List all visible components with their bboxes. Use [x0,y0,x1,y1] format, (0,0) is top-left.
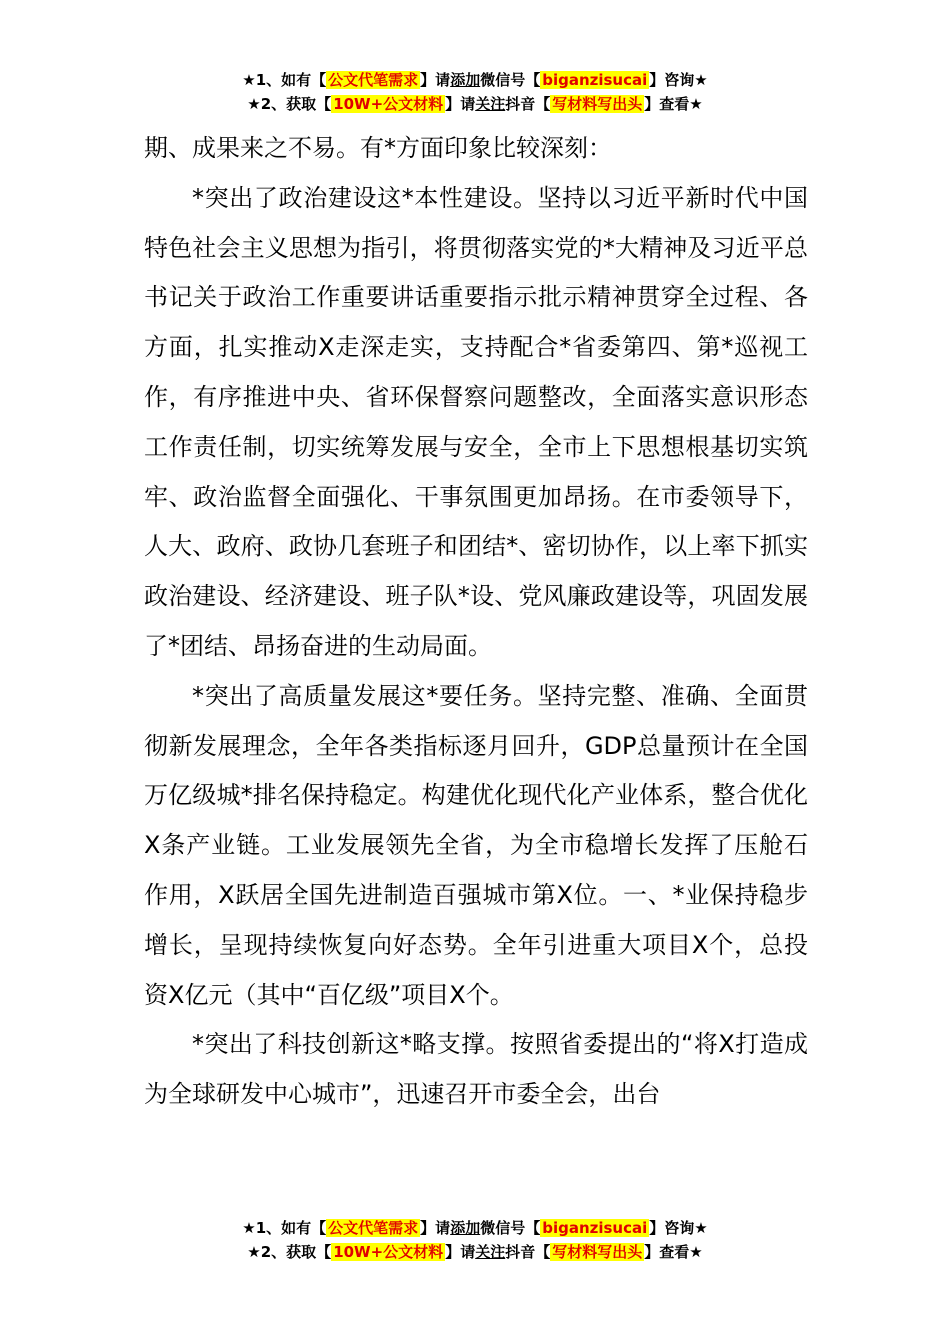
banner-text: 】咨询★ [649,71,708,89]
banner-text: 抖音【 [505,95,551,113]
banner-text: ★2、获取【 [247,95,332,113]
banner-underlined-text: 关注 [475,1243,506,1261]
banner-text: 】查看★ [644,1243,703,1261]
document-body [144,124,808,1120]
footer-banner [0,1216,950,1264]
banner-text: 】请 [420,71,451,89]
paragraph-tech-innovation: *突出了科技创新这*略支撑。按照省委提出的“将X打造成为全球研发中心城市”，迅速召开市委全会，出台 [144,1030,808,1109]
highlight-douyin-account: 写材料写出头 [552,95,643,113]
header-line-1 [0,68,950,92]
highlight-writing-service: 公文代笔需求 [328,1219,419,1237]
banner-text: ★2、获取【 [247,1243,332,1261]
highlight-douyin-account: 写材料写出头 [552,1243,643,1261]
highlight-materials: 10W+公文材料 [333,1243,444,1261]
banner-underlined-text: 关注 [475,95,506,113]
header-line-2 [0,92,950,116]
footer-line-1 [0,1216,950,1240]
banner-text: 抖音【 [505,1243,551,1261]
highlight-wechat-id: biganzisucai [542,71,648,89]
highlight-wechat-id: biganzisucai [542,1219,648,1237]
banner-text: 微信号【 [480,71,541,89]
banner-text: 】请 [445,1243,476,1261]
paragraph-high-quality-development: *突出了高质量发展这*要任务。坚持完整、准确、全面贯彻新发展理念，全年各类指标逐月回升，GDP总量预计在全国万亿级城*排名保持稳定。构建优化现代化产业体系，整合优化X条产业链。工业发展领先全省，为全市稳增长发挥了压舱石作用，X跃居全国先进制造百强城市第X位。一、*业保持稳步增长，呈现持续恢复向好态势。全年引进重大项目X个，总投资X亿元（其中“百亿级”项目X个。 [144,681,808,1009]
banner-text: 】咨询★ [649,1219,708,1237]
banner-text: 】查看★ [644,95,703,113]
footer-line-2 [0,1240,950,1264]
banner-text: 】请 [420,1219,451,1237]
banner-text: 微信号【 [480,1219,541,1237]
highlight-writing-service: 公文代笔需求 [328,71,419,89]
banner-underlined-text: 添加 [450,1219,481,1237]
header-banner [0,68,950,116]
paragraph-intro: 期、成果来之不易。有*方面印象比较深刻： [144,134,612,162]
banner-text: 】请 [445,95,476,113]
banner-text: ★1、如有【 [242,1219,327,1237]
highlight-materials: 10W+公文材料 [333,95,444,113]
banner-underlined-text: 添加 [450,71,481,89]
banner-text: ★1、如有【 [242,71,327,89]
paragraph-political-building: *突出了政治建设这*本性建设。坚持以习近平新时代中国特色社会主义思想为指引，将贯彻落实党的*大精神及习近平总书记关于政治工作重要讲话重要指示批示精神贯穿全过程、各方面，扎实推动X走深走实，支持配合*省委第四、第*巡视工作，有序推进中央、省环保督察问题整改，全面落实意识形态工作责任制，切实统筹发展与安全，全市上下思想根基切实筑牢、政治监督全面强化、干事氛围更加昂扬。在市委领导下，人大、政府、政协几套班子和团结*、密切协作，以上率下抓实政治建设、经济建设、班子队*设、党风廉政建设等，巩固发展了*团结、昂扬奋进的生动局面。 [144,183,808,660]
